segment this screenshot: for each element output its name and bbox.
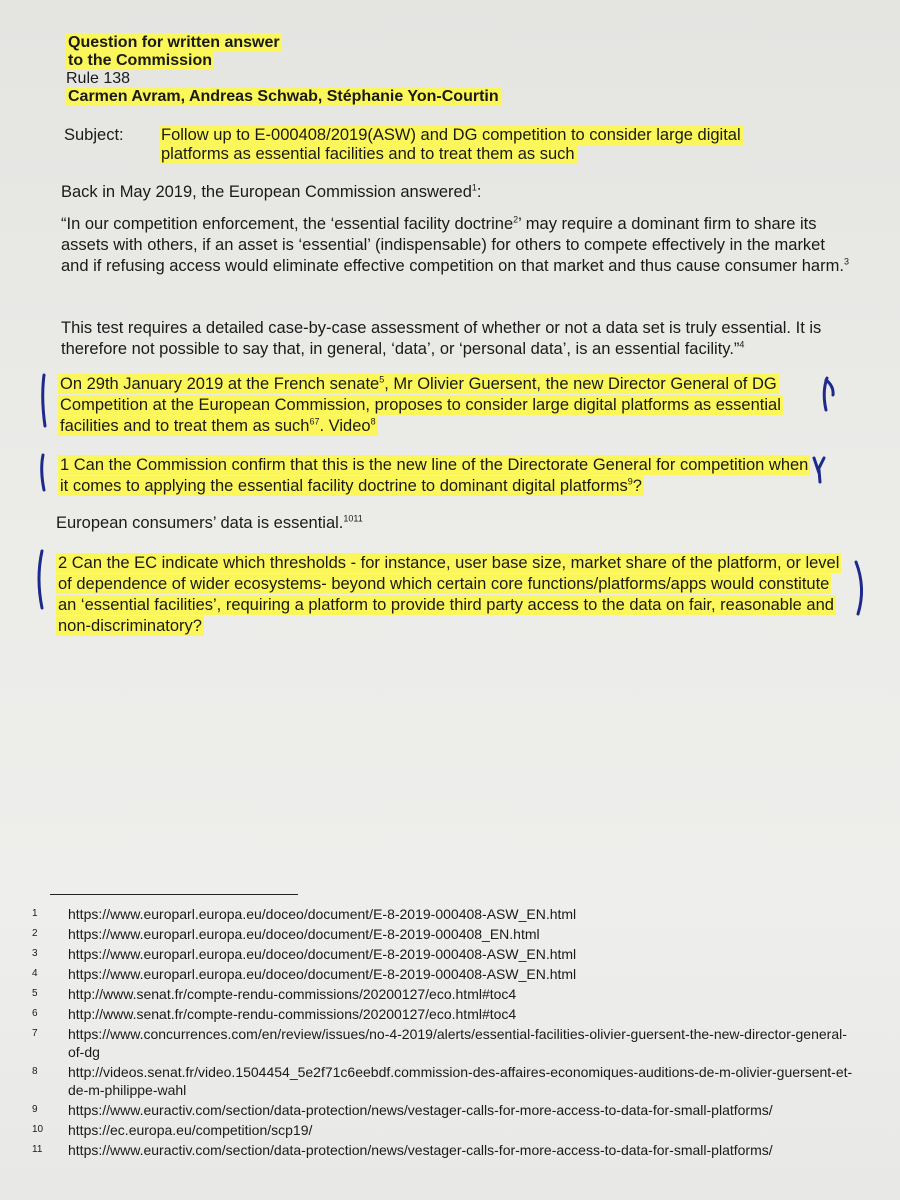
footnote-item — [32, 1121, 862, 1139]
footnote-link[interactable]: https://www.euractiv.com/section/data-protection/news/vestager-calls-for-more-access-to-data-for-small-platforms/ — [68, 1142, 773, 1158]
footnote-link[interactable]: http://www.senat.fr/compte-rendu-commissions/20200127/eco.html#toc4 — [68, 986, 517, 1002]
senate-paragraph: On 29th January 2019 at the French senate$^5$, Mr Olivier Guersent, the new Director General of DG Competition at the European Commission, proposes to consider large digital platforms as essential facilities and to treat them as such$^{67}$. Video$^8$ — [60, 374, 781, 435]
intro-paragraph: Back in May 2019, the European Commission answered$^1$: — [61, 182, 482, 201]
footnote-item — [32, 905, 862, 923]
header-title-line1: Question for written answer — [68, 34, 280, 51]
footnote-number: 3 — [32, 948, 38, 959]
quote-paragraph: “In our competition enforcement, the ‘essential facility doctrine$^2$’ may require a dominant firm to share its assets with others, if an asset is ‘essential’ (indispensable) for others to compete effectively in the market and if refusing access would eliminate effective competition on that market and thus cause consumer harm.$^3$ — [61, 214, 849, 275]
footnote-link[interactable]: https://www.europarl.europa.eu/doceo/document/E-8-2019-000408-ASW_EN.html — [68, 946, 577, 962]
footnote-link[interactable]: https://www.europarl.europa.eu/doceo/document/E-8-2019-000408-ASW_EN.html — [68, 906, 577, 922]
footnote-ref: 5 — [379, 374, 385, 385]
pen-bracket-mark — [43, 375, 45, 426]
question-1: 1 Can the Commission confirm that this is the new line of the Directorate General for competition when it comes to applying the essential facility doctrine to dominant digital platforms$^9$? — [60, 456, 809, 495]
footnote-link[interactable]: https://ec.europa.eu/competition/scp19/ — [68, 1122, 313, 1138]
footnote-number: 8 — [32, 1066, 38, 1077]
footnote-number: 10 — [32, 1124, 44, 1135]
header-authors: Carmen Avram, Andreas Schwab, Stéphanie Yon-Courtin — [68, 88, 499, 105]
footnote-number: 6 — [32, 1008, 38, 1019]
footnote-ref: 4 — [739, 339, 745, 350]
footnote-number: 9 — [32, 1104, 38, 1115]
footnote-ref: 3 — [843, 256, 849, 267]
pen-bracket-mark — [42, 455, 44, 490]
footnote-item — [32, 1141, 862, 1159]
test-paragraph: This test requires a detailed case-by-case assessment of whether or not a data set is truly essential. It is therefore not possible to say that, in general, ‘data’, or ‘personal data’, is an essential facility.”$^4$ — [61, 319, 822, 358]
header-rule: Rule 138 — [66, 70, 131, 87]
footnote-item — [32, 1025, 862, 1061]
pen-bracket-mark — [856, 562, 862, 614]
footnote-item — [32, 1005, 862, 1023]
footnote-ref: 9 — [627, 476, 633, 487]
footnote-ref: 67 — [309, 416, 320, 427]
footnote-item — [32, 965, 862, 983]
footnote-separator — [50, 894, 298, 895]
footnote-item — [32, 985, 862, 1003]
footnote-link[interactable]: http://www.senat.fr/compte-rendu-commissions/20200127/eco.html#toc4 — [68, 1006, 517, 1022]
subject-text: Follow up to E-000408/2019(ASW) and DG competition to consider large digital platforms as essential facilities and to treat them as such — [161, 126, 741, 163]
subject-label: Subject: — [64, 126, 124, 144]
footnote-ref: 2 — [513, 214, 519, 225]
footnote-number: 1 — [32, 908, 38, 919]
footnote-number: 11 — [32, 1144, 43, 1155]
footnote-item — [32, 925, 862, 943]
footnote-item — [32, 1101, 862, 1119]
consumers-paragraph: European consumers’ data is essential.$^{1011}$ — [56, 513, 363, 532]
header-title-line2: to the Commission — [68, 52, 213, 69]
footnote-number: 5 — [32, 988, 38, 999]
footnote-link[interactable]: https://www.euractiv.com/section/data-protection/news/vestager-calls-for-more-access-to-data-for-small-platforms/ — [68, 1102, 773, 1118]
pen-bracket-mark — [39, 551, 42, 608]
footnotes-list — [32, 905, 862, 1161]
footnote-link[interactable]: https://www.concurrences.com/en/review/issues/no-4-2019/alerts/essential-facilities-olivier-guersent-the-new-director-general-of-dg — [68, 1026, 847, 1060]
footnote-ref: 8 — [370, 416, 376, 427]
footnote-link[interactable]: https://www.europarl.europa.eu/doceo/document/E-8-2019-000408_EN.html — [68, 926, 540, 942]
document-header — [66, 34, 501, 106]
footnote-number: 2 — [32, 928, 38, 939]
footnote-item — [32, 1063, 862, 1099]
footnote-link[interactable]: https://www.europarl.europa.eu/doceo/document/E-8-2019-000408-ASW_EN.html — [68, 966, 577, 982]
footnote-item — [32, 945, 862, 963]
question-2: 2 Can the EC indicate which thresholds - for instance, user base size, market share of the platform, or level of dependence of wider ecosystems- beyond which certain core functions/platforms/apps would constitute an ‘essential facilities’, requiring a platform to provide third party access to the data on fair, reasonable and non-discriminatory? — [58, 554, 840, 635]
footnote-number: 7 — [32, 1028, 38, 1039]
footnote-number: 4 — [32, 968, 38, 979]
footnote-link[interactable]: http://videos.senat.fr/video.1504454_5e2f71c6eebdf.commission-des-affaires-economiques-auditions-de-m-olivier-guersent-et-de-m-philippe-wahl — [68, 1064, 853, 1098]
footnote-ref: 1011 — [343, 513, 363, 524]
footnote-ref: 1 — [471, 182, 477, 193]
